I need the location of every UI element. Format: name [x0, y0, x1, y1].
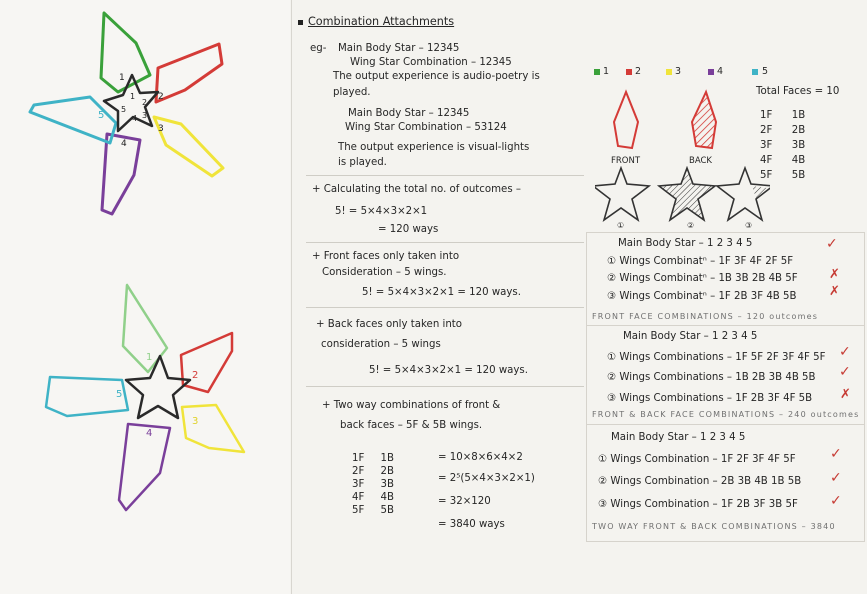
legend-num-2: 2 — [635, 66, 642, 77]
example-b-outcome-2: is played. — [338, 157, 387, 168]
star-sketches — [0, 0, 290, 594]
top-center-label-1: 1 — [130, 92, 136, 101]
example-a-wing-combo: Wing Star Combination – 12345 — [350, 57, 512, 68]
fb-combo-row-1: ① Wings Combinations – 1F 5F 2F 3F 4F 5F — [607, 352, 826, 363]
two-way-faces — [352, 452, 394, 517]
fb-row-2-check-icon: ✓ — [839, 364, 851, 380]
star-variant-1 — [595, 168, 649, 220]
panel-divider — [291, 0, 292, 594]
example-label: eg- — [310, 43, 327, 54]
fb-row-3-cross-icon: ✗ — [840, 387, 851, 402]
variant-number-1: ① — [617, 221, 625, 230]
legend-swatch-5 — [752, 69, 758, 75]
top-center-label-4: 4 — [132, 114, 138, 123]
page-title: Combination Attachments — [308, 15, 455, 28]
face-row: 5F 5B — [352, 505, 395, 516]
tw-row-3-check-icon: ✓ — [830, 493, 842, 509]
top-wing-label-2: 2 — [158, 92, 164, 102]
calc-total-heading: + Calculating the total no. of outcomes – — [312, 184, 521, 195]
star-sketches-panel — [0, 0, 290, 594]
bottom-wing-label-4: 4 — [146, 428, 153, 439]
face-row: 4F 4B — [760, 155, 806, 166]
example-a-outcome-2: played. — [333, 87, 371, 98]
bottom-body-star — [126, 356, 190, 418]
face-row: 3F 3B — [760, 140, 806, 151]
top-wing-label-1: 1 — [119, 73, 125, 83]
front-only-heading-2: Consideration – 5 wings. — [322, 267, 447, 278]
front-row-1-check-icon: ✓ — [826, 236, 838, 252]
fb-combo-row-2: ② Wings Combinations – 1B 2B 3B 4B 5B — [607, 372, 816, 383]
front-row-2-cross-icon: ✗ — [829, 267, 840, 282]
two-way-calc-3: = 32×120 — [438, 496, 491, 507]
tw-combo-row-2: ② Wings Combination – 2B 3B 4B 1B 5B — [598, 476, 802, 487]
example-b-main-body: Main Body Star – 12345 — [348, 108, 470, 119]
legend-num-3: 3 — [675, 66, 682, 77]
top-star-sketch — [30, 13, 223, 214]
legend-swatch-3 — [666, 69, 672, 75]
fb-main-body: Main Body Star – 1 2 3 4 5 — [623, 331, 758, 342]
example-b-wing-combo: Wing Star Combination – 53124 — [345, 122, 507, 133]
front-wing-drawing — [614, 92, 638, 148]
tw-combinations-footer: TWO WAY FRONT & BACK COMBINATIONS – 3840 — [592, 522, 836, 531]
front-only-formula: 5! = 5×4×3×2×1 = 120 ways. — [362, 287, 521, 298]
back-only-heading-2: consideration – 5 wings — [321, 339, 441, 350]
color-legend — [592, 66, 862, 80]
bottom-wing-label-5: 5 — [116, 389, 123, 400]
total-faces-label: Total Faces = 10 — [756, 86, 840, 97]
tw-combo-row-1: ① Wings Combination – 1F 2F 3F 4F 5F — [598, 454, 796, 465]
two-way-heading-1: + Two way combinations of front & — [322, 400, 501, 411]
back-wing-drawing — [692, 92, 716, 148]
section-divider — [306, 307, 584, 308]
bottom-star-sketch — [46, 285, 244, 510]
two-way-calc-2: = 2⁵(5×4×3×2×1) — [438, 473, 535, 484]
top-wing-2 — [156, 44, 222, 102]
variant-number-2: ② — [687, 221, 695, 230]
two-way-calc-1: = 10×8×6×4×2 — [438, 452, 523, 463]
top-center-label-5: 5 — [121, 105, 127, 114]
tw-row-1-check-icon: ✓ — [830, 446, 842, 462]
two-way-heading-2: back faces – 5F & 5B wings. — [340, 420, 483, 431]
top-center-label-2: 2 — [142, 98, 148, 107]
back-view-label: BACK — [689, 156, 713, 166]
top-wing-3 — [154, 117, 223, 176]
example-b-outcome-1: The output experience is visual-lights — [338, 142, 530, 153]
top-wing-label-3: 3 — [158, 124, 164, 134]
calc-total-line-2: = 120 ways — [378, 224, 439, 235]
tw-combo-row-3: ③ Wings Combination – 1F 2B 3F 3B 5F — [598, 499, 798, 510]
example-a-main-body: Main Body Star – 12345 — [338, 43, 460, 54]
face-row: 1F 1B — [760, 110, 806, 121]
bottom-wing-2 — [181, 333, 232, 392]
front-combo-row-1: ① Wings Combinatⁿ – 1F 3F 4F 2F 5F — [607, 256, 794, 267]
front-combinations-footer: FRONT FACE COMBINATIONS – 120 outcomes — [592, 312, 819, 321]
legend-swatch-2 — [626, 69, 632, 75]
top-wing-label-4: 4 — [121, 139, 127, 149]
front-combo-row-2: ② Wings Combinatⁿ – 1B 3B 2B 4B 5F — [607, 273, 798, 284]
bottom-wing-label-1: 1 — [146, 352, 153, 363]
top-center-label-3: 3 — [142, 111, 148, 120]
bullet-mark — [298, 20, 303, 25]
top-wing-label-5: 5 — [98, 110, 105, 121]
bottom-wing-label-3: 3 — [192, 416, 199, 427]
two-way-calc-4: = 3840 ways — [438, 519, 505, 530]
fb-row-1-check-icon: ✓ — [839, 344, 851, 360]
bottom-wing-3 — [182, 405, 244, 452]
legend-num-1: 1 — [603, 66, 610, 77]
total-faces-list — [760, 108, 805, 183]
bottom-wing-label-2: 2 — [192, 370, 199, 381]
legend-swatch-1 — [594, 69, 600, 75]
back-only-heading-1: + Back faces only taken into — [316, 319, 463, 330]
star-variant-2 — [659, 168, 715, 220]
front-row-3-cross-icon: ✗ — [829, 284, 840, 299]
variant-number-3: ③ — [745, 221, 753, 230]
fb-combo-row-3: ③ Wings Combinations – 1F 2B 3F 4F 5B — [607, 393, 813, 404]
face-row: 2F 2B — [352, 466, 395, 477]
calc-total-line-1: 5! = 5×4×3×2×1 — [335, 206, 428, 217]
legend-num-4: 4 — [717, 66, 724, 77]
front-combo-row-3: ③ Wings Combinatⁿ – 1F 2B 3F 4B 5B — [607, 291, 797, 302]
example-a-outcome-1: The output experience is audio-poetry is — [333, 71, 540, 82]
front-view-label: FRONT — [611, 156, 641, 166]
bottom-wing-4 — [119, 424, 170, 510]
section-divider — [306, 242, 584, 243]
face-row: 2F 2B — [760, 125, 806, 136]
tw-row-2-check-icon: ✓ — [830, 470, 842, 486]
face-row: 1F 1B — [352, 453, 395, 464]
fb-combinations-footer: FRONT & BACK FACE COMBINATIONS – 240 outcomes — [592, 410, 860, 419]
front-only-heading-1: + Front faces only taken into — [312, 251, 460, 262]
top-wing-1 — [101, 13, 150, 92]
legend-num-5: 5 — [762, 66, 769, 77]
tw-main-body: Main Body Star – 1 2 3 4 5 — [611, 432, 746, 443]
section-divider — [306, 175, 584, 176]
back-only-formula: 5! = 5×4×3×2×1 = 120 ways. — [369, 365, 528, 376]
face-row: 4F 4B — [352, 492, 395, 503]
front-main-body: Main Body Star – 1 2 3 4 5 — [618, 238, 753, 249]
face-row: 3F 3B — [352, 479, 395, 490]
face-row: 5F 5B — [760, 170, 806, 181]
wing-face-sketch — [596, 88, 766, 160]
legend-swatch-4 — [708, 69, 714, 75]
section-divider — [306, 386, 584, 387]
